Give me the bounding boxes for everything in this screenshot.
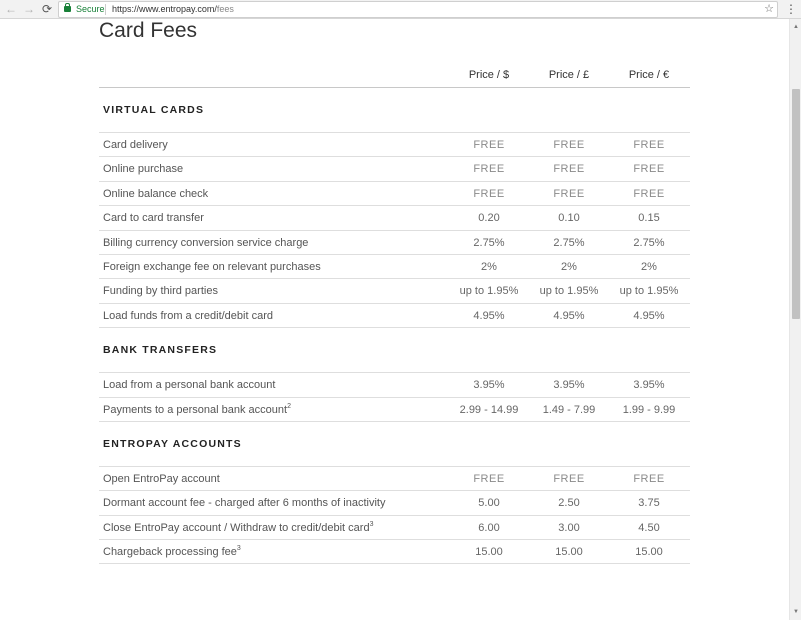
row-label xyxy=(103,188,208,200)
vertical-scrollbar[interactable] xyxy=(789,19,801,620)
scroll-down-icon[interactable]: ▼ xyxy=(793,609,799,615)
price-eur: 2% xyxy=(641,260,657,273)
page-title: Card Fees xyxy=(99,19,198,42)
reload-icon[interactable]: ⟳ xyxy=(41,2,53,16)
price-eur: 15.00 xyxy=(635,546,663,559)
row-label-text: Card delivery xyxy=(103,139,168,151)
row-label xyxy=(103,404,291,416)
price-gbp: up to 1.95% xyxy=(539,285,599,298)
row-label-text: Dormant account fee - charged after 6 months of inactivity xyxy=(103,497,386,510)
row-label xyxy=(103,379,275,391)
browser-toolbar xyxy=(0,0,801,19)
price-gbp: 4.95% xyxy=(553,309,585,322)
url-host: https://www.entropay.com/ xyxy=(112,4,217,14)
price-usd: 2% xyxy=(481,260,497,273)
table-row xyxy=(99,304,690,328)
section-heading-text: BANK TRANSFERS xyxy=(103,344,218,357)
price-gbp: FREE xyxy=(553,472,585,485)
table-row xyxy=(99,133,690,157)
row-label xyxy=(103,522,373,534)
price-eur: 1.99 - 9.99 xyxy=(622,403,676,416)
price-eur: FREE xyxy=(633,187,665,200)
price-usd: 2.75% xyxy=(473,236,505,249)
row-label-text: Chargeback processing fee xyxy=(103,546,237,559)
price-gbp: 0.10 xyxy=(558,212,580,225)
row-label xyxy=(103,310,273,322)
price-eur: 4.95% xyxy=(633,309,665,322)
price-usd: FREE xyxy=(473,139,505,151)
row-label xyxy=(103,285,218,297)
row-label-text: Open EntroPay account xyxy=(103,472,220,485)
row-label xyxy=(103,546,241,558)
price-eur: 4.50 xyxy=(638,521,660,534)
price-usd: up to 1.95% xyxy=(459,285,519,298)
footnote-marker: 3 xyxy=(236,545,241,553)
table-row xyxy=(99,255,690,279)
price-gbp: FREE xyxy=(553,139,585,151)
row-label-text: Close EntroPay account / Withdraw to credit/debit card xyxy=(103,521,370,534)
address-divider xyxy=(105,4,106,15)
address-bar[interactable] xyxy=(58,1,778,18)
table-row xyxy=(99,206,690,230)
browser-menu-icon[interactable]: ⋮ xyxy=(785,2,797,16)
column-header-usd: Price / $ xyxy=(468,69,510,81)
price-gbp: 3.00 xyxy=(558,521,580,534)
table-row xyxy=(99,231,690,255)
price-gbp: 1.49 - 7.99 xyxy=(542,403,596,416)
secure-label: Secure xyxy=(76,4,105,14)
price-eur: 2.75% xyxy=(633,236,665,249)
scroll-thumb[interactable] xyxy=(792,89,800,319)
scroll-up-icon[interactable]: ▲ xyxy=(793,24,799,30)
price-usd: FREE xyxy=(473,472,505,485)
table-header xyxy=(99,64,690,88)
price-eur: 3.75 xyxy=(638,497,660,510)
price-eur: FREE xyxy=(633,472,665,485)
table-row xyxy=(99,157,690,181)
price-eur: FREE xyxy=(633,163,665,176)
row-label xyxy=(103,497,385,509)
url-text[interactable] xyxy=(112,2,234,17)
table-body xyxy=(99,88,690,564)
section-heading xyxy=(99,88,690,133)
price-usd: 3.95% xyxy=(473,379,505,392)
price-usd: 4.95% xyxy=(473,309,505,322)
table-row xyxy=(99,279,690,303)
price-usd: 0.20 xyxy=(478,212,500,225)
row-label xyxy=(103,237,308,249)
row-label-text: Foreign exchange fee on relevant purchases xyxy=(103,260,321,273)
price-usd: 15.00 xyxy=(475,546,503,559)
fees-table xyxy=(99,64,690,564)
price-eur: 0.15 xyxy=(638,212,660,225)
row-label xyxy=(103,261,321,273)
row-label xyxy=(103,139,168,151)
table-row xyxy=(99,373,690,397)
row-label-text: Card to card transfer xyxy=(103,212,204,225)
footnote-marker: 2 xyxy=(287,402,291,410)
price-gbp: 2.50 xyxy=(558,497,580,510)
price-usd: 6.00 xyxy=(478,521,500,534)
row-label-text: Online balance check xyxy=(103,187,209,200)
table-row xyxy=(99,491,690,515)
price-gbp: 15.00 xyxy=(555,546,583,559)
price-usd: 2.99 - 14.99 xyxy=(459,403,519,416)
section-heading-text: VIRTUAL CARDS xyxy=(103,104,205,116)
section-heading xyxy=(99,422,690,467)
row-label-text: Load funds from a credit/debit card xyxy=(103,309,273,322)
price-gbp: FREE xyxy=(553,163,585,176)
table-row xyxy=(99,398,690,422)
back-arrow-icon[interactable]: ← xyxy=(5,2,17,16)
table-row xyxy=(99,540,690,564)
price-gbp: FREE xyxy=(553,187,585,200)
row-label-text: Load from a personal bank account xyxy=(103,379,276,392)
price-gbp: 2% xyxy=(561,260,577,273)
forward-arrow-icon[interactable]: → xyxy=(23,2,35,16)
row-label xyxy=(103,163,183,175)
price-eur: up to 1.95% xyxy=(619,285,679,298)
row-label-text: Online purchase xyxy=(103,163,184,176)
table-row xyxy=(99,467,690,491)
row-label xyxy=(103,212,204,224)
footnote-marker: 3 xyxy=(369,520,374,528)
row-label xyxy=(103,473,220,485)
price-usd: 5.00 xyxy=(478,497,500,510)
price-gbp: 3.95% xyxy=(553,379,585,392)
row-label-text: Payments to a personal bank account xyxy=(103,403,288,416)
price-eur: FREE xyxy=(633,139,665,151)
table-row xyxy=(99,516,690,540)
price-gbp: 2.75% xyxy=(553,236,585,249)
row-label-text: Funding by third parties xyxy=(103,285,218,298)
price-usd: FREE xyxy=(473,163,505,176)
row-label-text: Billing currency conversion service charge xyxy=(103,236,309,249)
bookmark-star-icon[interactable]: ☆ xyxy=(764,3,774,15)
section-heading-text: ENTROPAY ACCOUNTS xyxy=(103,437,242,450)
table-row xyxy=(99,182,690,206)
section-heading xyxy=(99,328,690,373)
lock-icon xyxy=(64,6,71,12)
column-header-eur: Price / € xyxy=(628,69,670,81)
column-header-gbp: Price / £ xyxy=(548,69,590,81)
price-usd: FREE xyxy=(473,187,505,200)
price-eur: 3.95% xyxy=(633,379,665,392)
url-path: fees xyxy=(216,4,234,14)
